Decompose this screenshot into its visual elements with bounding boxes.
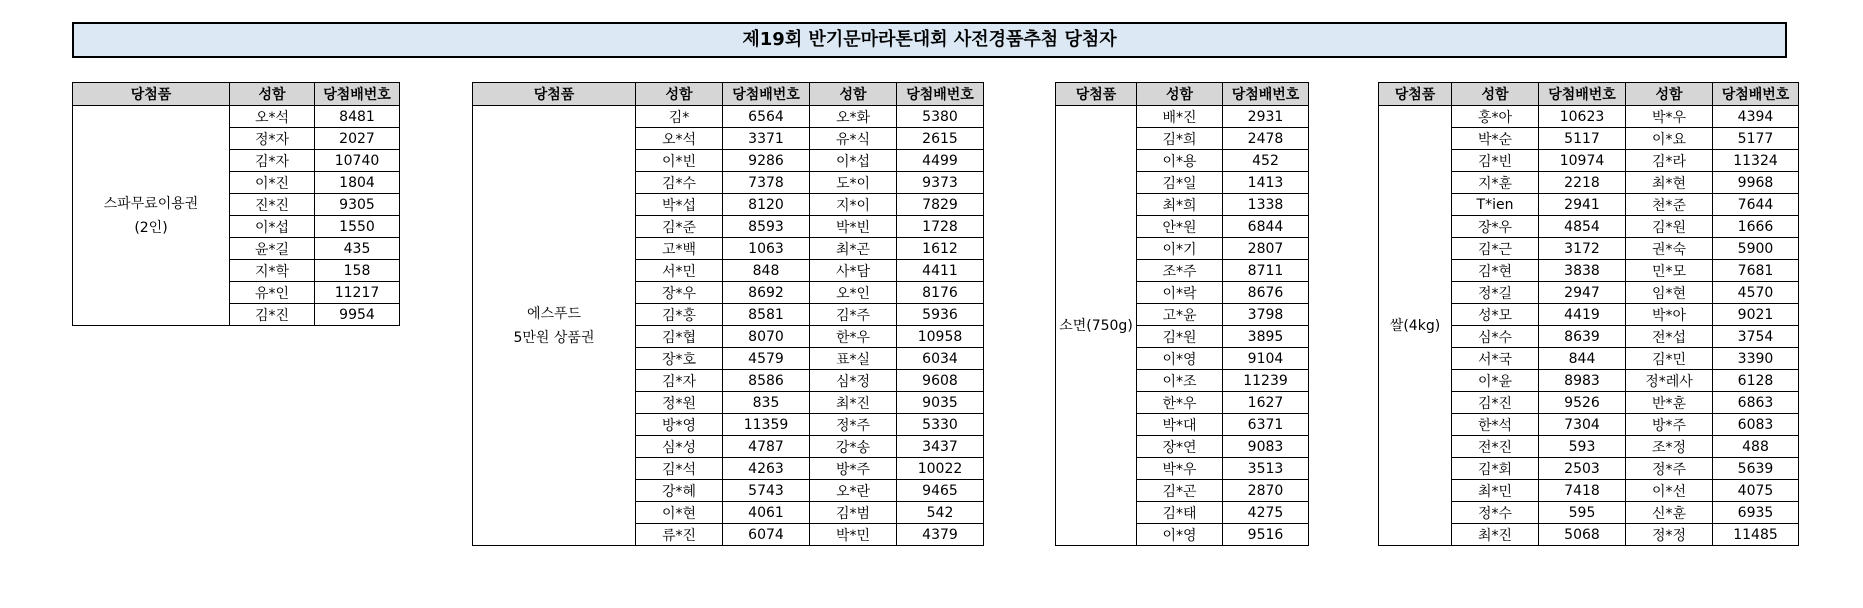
bib-number: 5743 [723, 480, 810, 502]
winner-name: 고*윤 [1137, 304, 1223, 326]
bib-number: 3838 [1539, 260, 1626, 282]
header-number: 당첨배번호 [897, 83, 984, 106]
winner-name: 방*영 [636, 414, 723, 436]
winner-name: 김*태 [1137, 502, 1223, 524]
bib-number: 11485 [1713, 524, 1799, 546]
bib-number: 5900 [1713, 238, 1799, 260]
prize-label: 소면(750g) [1059, 317, 1133, 334]
winner-name: 심*정 [810, 370, 897, 392]
winner-name: 박*순 [1452, 128, 1539, 150]
bib-number: 8692 [723, 282, 810, 304]
bib-number: 4854 [1539, 216, 1626, 238]
winner-name: 김* [636, 106, 723, 128]
winner-name: 정*주 [810, 414, 897, 436]
winner-name: 오*인 [810, 282, 897, 304]
bib-number: 4419 [1539, 304, 1626, 326]
winner-name: 조*정 [1626, 436, 1713, 458]
winner-name: 오*석 [636, 128, 723, 150]
bib-number: 8983 [1539, 370, 1626, 392]
bib-number: 158 [315, 260, 400, 282]
bib-number: 4787 [723, 436, 810, 458]
bib-number: 5639 [1713, 458, 1799, 480]
bib-number: 5068 [1539, 524, 1626, 546]
winner-name: 최*진 [810, 392, 897, 414]
bib-number: 4579 [723, 348, 810, 370]
winner-name: 김*진 [230, 304, 315, 326]
bib-number: 4394 [1713, 106, 1799, 128]
bib-number: 5936 [897, 304, 984, 326]
bib-number: 8120 [723, 194, 810, 216]
winner-name: 홍*아 [1452, 106, 1539, 128]
winner-name: 장*우 [636, 282, 723, 304]
winner-name: 박*우 [1626, 106, 1713, 128]
bib-number: 9021 [1713, 304, 1799, 326]
winner-name: 지*이 [810, 194, 897, 216]
bib-number: 10974 [1539, 150, 1626, 172]
bib-number: 1063 [723, 238, 810, 260]
winner-name: 장*우 [1452, 216, 1539, 238]
winner-name: 방*주 [1626, 414, 1713, 436]
winner-name: 민*모 [1626, 260, 1713, 282]
bib-number: 9286 [723, 150, 810, 172]
header-name: 성함 [230, 83, 315, 106]
winner-name: 이*현 [636, 502, 723, 524]
header-number: 당첨배번호 [315, 83, 400, 106]
winner-name: 고*백 [636, 238, 723, 260]
table-row [73, 106, 400, 128]
bib-number: 10958 [897, 326, 984, 348]
bib-number: 9465 [897, 480, 984, 502]
bib-number: 11359 [723, 414, 810, 436]
winner-name: 정*정 [1626, 524, 1713, 546]
bib-number: 4379 [897, 524, 984, 546]
bib-number: 8070 [723, 326, 810, 348]
bib-number: 2615 [897, 128, 984, 150]
header-number: 당첨배번호 [1223, 83, 1309, 106]
winner-name: 김*협 [636, 326, 723, 348]
bib-number: 3437 [897, 436, 984, 458]
header-prize: 당첨품 [73, 83, 230, 106]
winner-name: 최*진 [1452, 524, 1539, 546]
winner-name: 김*일 [1137, 172, 1223, 194]
prize-cell [1056, 106, 1137, 546]
bib-number: 8593 [723, 216, 810, 238]
winner-name: 김*라 [1626, 150, 1713, 172]
bib-number: 11239 [1223, 370, 1309, 392]
bib-number: 488 [1713, 436, 1799, 458]
bib-number: 6074 [723, 524, 810, 546]
bib-number: 5117 [1539, 128, 1626, 150]
header-row [1379, 83, 1799, 106]
winner-name: 방*주 [810, 458, 897, 480]
header-number: 당첨배번호 [1539, 83, 1626, 106]
winner-name: 김*범 [810, 502, 897, 524]
winner-name: 박*아 [1626, 304, 1713, 326]
bib-number: 4263 [723, 458, 810, 480]
winner-name: 김*석 [636, 458, 723, 480]
prize-table-rice [1378, 82, 1799, 546]
header-prize: 당첨품 [473, 83, 636, 106]
winner-name: 김*빈 [1452, 150, 1539, 172]
bib-number: 5380 [897, 106, 984, 128]
winner-name: 지*훈 [1452, 172, 1539, 194]
bib-number: 3895 [1223, 326, 1309, 348]
bib-number: 7644 [1713, 194, 1799, 216]
winner-name: 김*홍 [636, 304, 723, 326]
header-number: 당첨배번호 [1713, 83, 1799, 106]
bib-number: 10022 [897, 458, 984, 480]
bib-number: 10740 [315, 150, 400, 172]
winner-name: 천*준 [1626, 194, 1713, 216]
prize-table-spa [72, 82, 400, 326]
bib-number: 8711 [1223, 260, 1309, 282]
header-row [73, 83, 400, 106]
bib-number: 3390 [1713, 348, 1799, 370]
bib-number: 10623 [1539, 106, 1626, 128]
winner-name: 이*락 [1137, 282, 1223, 304]
bib-number: 9526 [1539, 392, 1626, 414]
winner-name: 윤*길 [230, 238, 315, 260]
bib-number: 9305 [315, 194, 400, 216]
bib-number: 7418 [1539, 480, 1626, 502]
prize-cell [73, 106, 230, 326]
bib-number: 4411 [897, 260, 984, 282]
bib-number: 9035 [897, 392, 984, 414]
winner-name: 진*진 [230, 194, 315, 216]
bib-number: 6863 [1713, 392, 1799, 414]
prize-table-noodles [1055, 82, 1309, 546]
header-name: 성함 [636, 83, 723, 106]
bib-number: 2503 [1539, 458, 1626, 480]
bib-number: 4499 [897, 150, 984, 172]
winner-name: 오*화 [810, 106, 897, 128]
header-prize: 당첨품 [1056, 83, 1137, 106]
bib-number: 2027 [315, 128, 400, 150]
winner-name: 김*곤 [1137, 480, 1223, 502]
bib-number: 2947 [1539, 282, 1626, 304]
winner-name: 표*실 [810, 348, 897, 370]
winner-name: 이*영 [1137, 348, 1223, 370]
bib-number: 11324 [1713, 150, 1799, 172]
bib-number: 3172 [1539, 238, 1626, 260]
winner-name: 이*진 [230, 172, 315, 194]
bib-number: 8481 [315, 106, 400, 128]
bib-number: 593 [1539, 436, 1626, 458]
bib-number: 844 [1539, 348, 1626, 370]
winner-name: 오*란 [810, 480, 897, 502]
bib-number: 8676 [1223, 282, 1309, 304]
bib-number: 595 [1539, 502, 1626, 524]
bib-number: 7681 [1713, 260, 1799, 282]
bib-number: 7304 [1539, 414, 1626, 436]
bib-number: 6371 [1223, 414, 1309, 436]
bib-number: 2931 [1223, 106, 1309, 128]
bib-number: 9516 [1223, 524, 1309, 546]
winner-name: T*ien [1452, 194, 1539, 216]
winner-name: 김*준 [636, 216, 723, 238]
bib-number: 3371 [723, 128, 810, 150]
winner-name: 심*성 [636, 436, 723, 458]
bib-number: 1804 [315, 172, 400, 194]
winner-name: 신*훈 [1626, 502, 1713, 524]
winner-name: 배*진 [1137, 106, 1223, 128]
winner-name: 안*원 [1137, 216, 1223, 238]
header-name: 성함 [1452, 83, 1539, 106]
prize-label: 스파무료이용권 [103, 195, 199, 212]
winner-name: 정*길 [1452, 282, 1539, 304]
bib-number: 3798 [1223, 304, 1309, 326]
winner-name: 최*현 [1626, 172, 1713, 194]
winner-name: 권*숙 [1626, 238, 1713, 260]
winner-name: 이*윤 [1452, 370, 1539, 392]
bib-number: 1338 [1223, 194, 1309, 216]
bib-number: 7378 [723, 172, 810, 194]
bib-number: 8586 [723, 370, 810, 392]
prize-label: (2인) [134, 219, 168, 236]
header-row [473, 83, 984, 106]
header-row [1056, 83, 1309, 106]
bib-number: 6844 [1223, 216, 1309, 238]
bib-number: 4275 [1223, 502, 1309, 524]
winner-name: 박*빈 [810, 216, 897, 238]
winner-name: 김*주 [810, 304, 897, 326]
winner-name: 오*석 [230, 106, 315, 128]
winner-name: 김*수 [636, 172, 723, 194]
winner-name: 반*훈 [1626, 392, 1713, 414]
bib-number: 4075 [1713, 480, 1799, 502]
bib-number: 5330 [897, 414, 984, 436]
winner-name: 박*우 [1137, 458, 1223, 480]
bib-number: 6034 [897, 348, 984, 370]
prize-label: 5만원 상품권 [513, 329, 595, 346]
bib-number: 8639 [1539, 326, 1626, 348]
winner-name: 강*송 [810, 436, 897, 458]
winner-name: 김*근 [1452, 238, 1539, 260]
page-title: 제19회 반기문마라톤대회 사전경품추첨 당첨자 [72, 22, 1787, 58]
winner-name: 심*수 [1452, 326, 1539, 348]
bib-number: 8176 [897, 282, 984, 304]
bib-number: 1612 [897, 238, 984, 260]
winner-name: 박*민 [810, 524, 897, 546]
winner-name: 이*기 [1137, 238, 1223, 260]
winner-name: 정*레사 [1626, 370, 1713, 392]
bib-number: 2807 [1223, 238, 1309, 260]
bib-number: 1627 [1223, 392, 1309, 414]
winner-name: 박*섭 [636, 194, 723, 216]
winner-name: 이*조 [1137, 370, 1223, 392]
winner-name: 장*연 [1137, 436, 1223, 458]
winner-name: 조*주 [1137, 260, 1223, 282]
bib-number: 9083 [1223, 436, 1309, 458]
winner-name: 서*국 [1452, 348, 1539, 370]
winner-name: 이*섭 [230, 216, 315, 238]
bib-number: 9954 [315, 304, 400, 326]
winner-name: 유*인 [230, 282, 315, 304]
header-name: 성함 [810, 83, 897, 106]
winner-name: 최*곤 [810, 238, 897, 260]
bib-number: 1550 [315, 216, 400, 238]
bib-number: 542 [897, 502, 984, 524]
winner-name: 김*희 [1137, 128, 1223, 150]
winner-name: 한*우 [810, 326, 897, 348]
header-number: 당첨배번호 [723, 83, 810, 106]
header-name: 성함 [1626, 83, 1713, 106]
table-row [473, 106, 984, 128]
winner-name: 김*자 [636, 370, 723, 392]
winner-name: 지*학 [230, 260, 315, 282]
bib-number: 5177 [1713, 128, 1799, 150]
winner-name: 이*요 [1626, 128, 1713, 150]
winner-name: 정*자 [230, 128, 315, 150]
winner-name: 도*이 [810, 172, 897, 194]
winner-name: 사*담 [810, 260, 897, 282]
bib-number: 1413 [1223, 172, 1309, 194]
bib-number: 6564 [723, 106, 810, 128]
winner-name: 이*용 [1137, 150, 1223, 172]
winner-name: 이*섭 [810, 150, 897, 172]
winner-name: 정*주 [1626, 458, 1713, 480]
header-name: 성함 [1137, 83, 1223, 106]
bib-number: 9373 [897, 172, 984, 194]
winner-name: 서*민 [636, 260, 723, 282]
bib-number: 7829 [897, 194, 984, 216]
prize-label: 쌀(4kg) [1389, 317, 1441, 334]
prize-cell [473, 106, 636, 546]
bib-number: 1728 [897, 216, 984, 238]
winner-name: 한*석 [1452, 414, 1539, 436]
winner-name: 김*원 [1626, 216, 1713, 238]
bib-number: 11217 [315, 282, 400, 304]
winner-name: 장*호 [636, 348, 723, 370]
winner-name: 최*희 [1137, 194, 1223, 216]
bib-number: 6128 [1713, 370, 1799, 392]
winner-name: 임*현 [1626, 282, 1713, 304]
winner-name: 최*민 [1452, 480, 1539, 502]
bib-number: 2478 [1223, 128, 1309, 150]
bib-number: 4570 [1713, 282, 1799, 304]
bib-number: 8581 [723, 304, 810, 326]
prize-cell [1379, 106, 1452, 546]
prize-label: 에스푸드 [526, 305, 582, 322]
winner-name: 김*원 [1137, 326, 1223, 348]
bib-number: 6935 [1713, 502, 1799, 524]
winner-name: 김*회 [1452, 458, 1539, 480]
header-prize: 당첨품 [1379, 83, 1452, 106]
winner-name: 한*우 [1137, 392, 1223, 414]
winner-name: 이*영 [1137, 524, 1223, 546]
bib-number: 3513 [1223, 458, 1309, 480]
winner-name: 이*빈 [636, 150, 723, 172]
winner-name: 정*원 [636, 392, 723, 414]
winner-name: 박*대 [1137, 414, 1223, 436]
table-row [1056, 106, 1309, 128]
winner-name: 김*자 [230, 150, 315, 172]
winner-name: 김*현 [1452, 260, 1539, 282]
bib-number: 2218 [1539, 172, 1626, 194]
winner-name: 이*선 [1626, 480, 1713, 502]
winner-name: 김*진 [1452, 392, 1539, 414]
winner-name: 유*식 [810, 128, 897, 150]
bib-number: 835 [723, 392, 810, 414]
winner-name: 전*섭 [1626, 326, 1713, 348]
bib-number: 4061 [723, 502, 810, 524]
bib-number: 6083 [1713, 414, 1799, 436]
bib-number: 9104 [1223, 348, 1309, 370]
winner-name: 성*모 [1452, 304, 1539, 326]
winner-name: 김*민 [1626, 348, 1713, 370]
winner-name: 강*혜 [636, 480, 723, 502]
bib-number: 452 [1223, 150, 1309, 172]
bib-number: 1666 [1713, 216, 1799, 238]
prize-table-sfood [472, 82, 984, 546]
bib-number: 435 [315, 238, 400, 260]
bib-number: 2870 [1223, 480, 1309, 502]
bib-number: 9608 [897, 370, 984, 392]
bib-number: 3754 [1713, 326, 1799, 348]
bib-number: 9968 [1713, 172, 1799, 194]
bib-number: 2941 [1539, 194, 1626, 216]
bib-number: 848 [723, 260, 810, 282]
winner-name: 류*진 [636, 524, 723, 546]
winner-name: 전*진 [1452, 436, 1539, 458]
winner-name: 정*수 [1452, 502, 1539, 524]
table-row [1379, 106, 1799, 128]
